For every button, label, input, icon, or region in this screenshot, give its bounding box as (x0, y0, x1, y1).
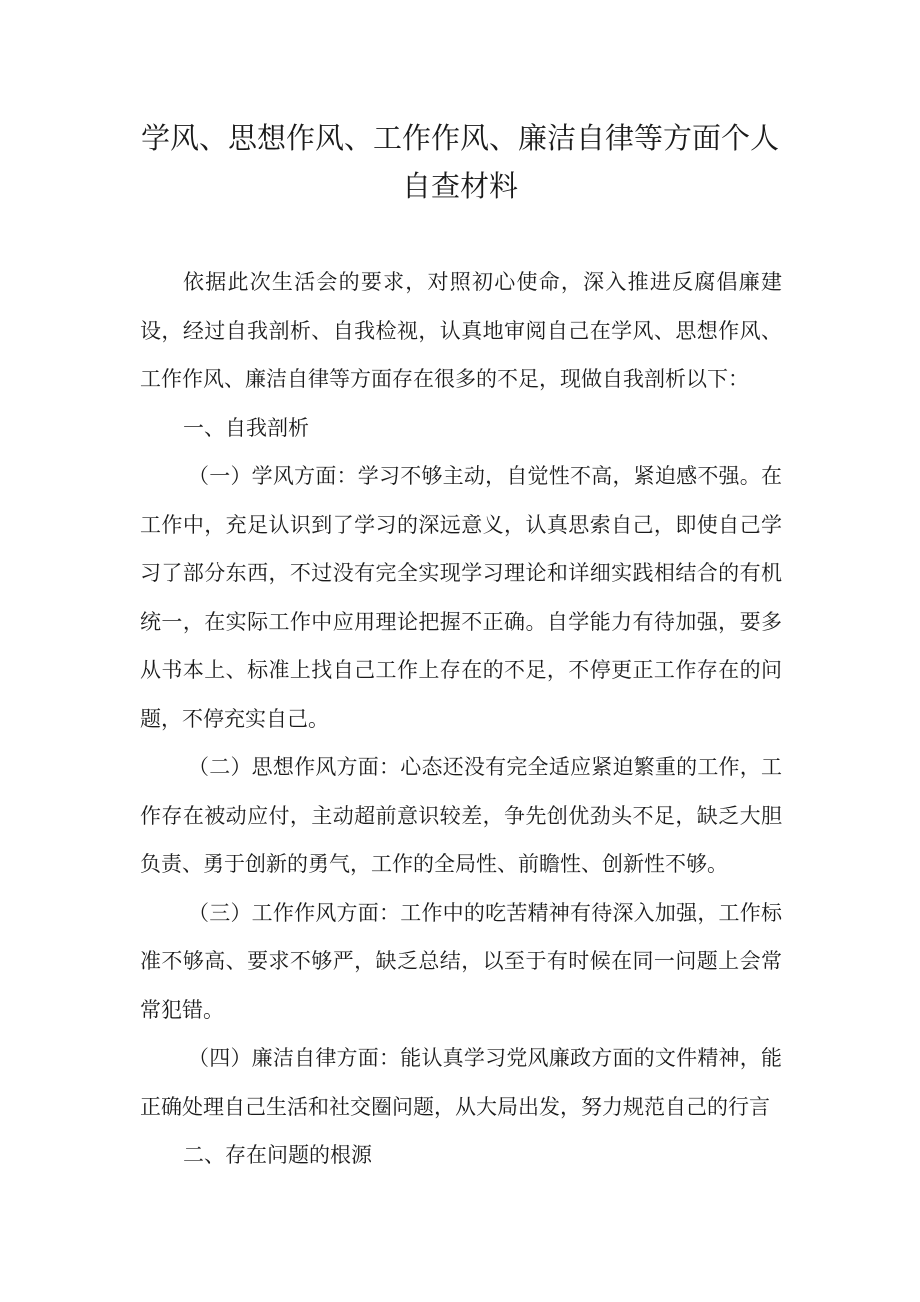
subsection-thinking-style: （二）思想作风方面：心态还没有完全适应紧迫繁重的工作，工作存在被动应付，主动超前意识较差，争先创优劲头不足，缺乏大胆负责、勇于创新的勇气，工作的全局性、前瞻性、创新性不够。 (140, 755, 782, 876)
section-heading-self-analysis: 一、自我剖析 (183, 415, 309, 440)
section-heading-root-causes: 二、存在问题的根源 (183, 1143, 372, 1167)
document-body (140, 258, 782, 1180)
intro-paragraph: 依据此次生活会的要求，对照初心使命，深入推进反腐倡廉建设，经过自我剖析、自我检视，认真地审阅自己在学风、思想作风、工作作风、廉洁自律等方面存在很多的不足，现做自我剖析以下： (140, 270, 782, 391)
subsection-work-style: （三）工作作风方面：工作中的吃苦精神有待深入加强，工作标准不够高、要求不够严，缺乏总结，以至于有时候在同一问题上会常常犯错。 (140, 900, 782, 1022)
document-title: 学风、思想作风、工作作风、廉洁自律等方面个人自查材料 (140, 121, 779, 203)
subsection-study-style: （一）学风方面：学习不够主动，自觉性不高，紧迫感不强。在工作中，充足认识到了学习的深远意义，认真思索自己，即使自己学习了部分东西，不过没有完全实现学习理论和详细实践相结合的有机统一，在实际工作中应用理论把握不正确。自学能力有待加强，要多从书本上、标准上找自己工作上存在的不足，不停更正工作存在的问题，不停充实自己。 (140, 464, 782, 731)
subsection-integrity: （四）廉洁自律方面：能认真学习党风廉政方面的文件精神，能正确处理自己生活和社交圈问题，从大局出发，努力规范自己的行言 (140, 1046, 782, 1119)
